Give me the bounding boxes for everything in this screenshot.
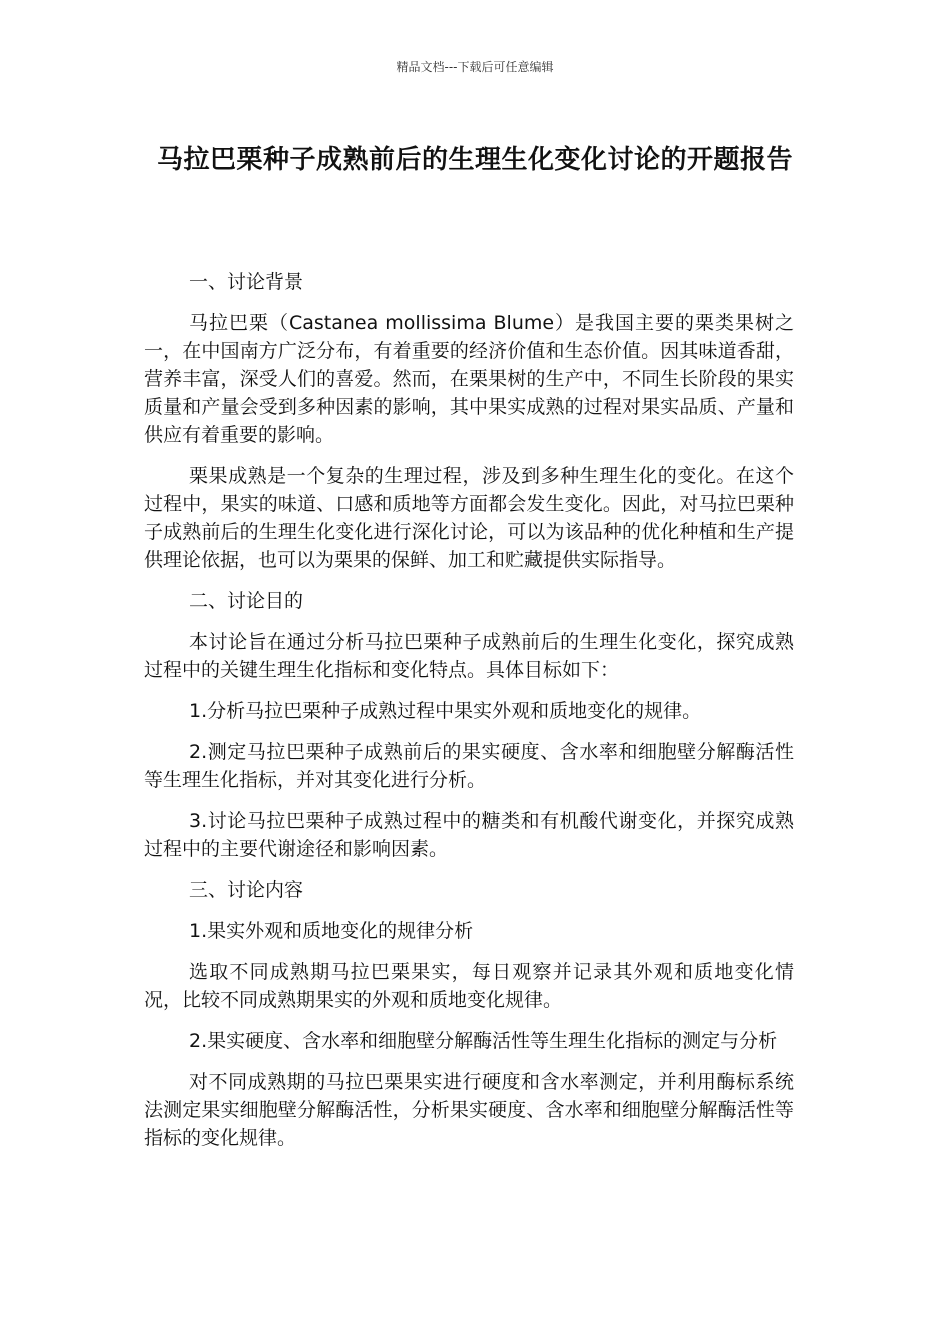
paragraph-background-2: 栗果成熟是一个复杂的生理过程，涉及到多种生理生化的变化。在这个过程中，果实的味道、口感和质地等方面都会发生变化。因此，对马拉巴栗种子成熟前后的生理生化变化进行深化讨论，可以为该品种的优化种植和生产提供理论依据，也可以为栗果的保鲜、加工和贮藏提供实际指导。	[144, 465, 794, 571]
objective-item-2: 2.测定马拉巴栗种子成熟前后的果实硬度、含水率和细胞壁分解酶活性等生理生化指标，并对其变化进行分析。	[144, 741, 794, 791]
objective-item-1: 1.分析马拉巴栗种子成熟过程中果实外观和质地变化的规律。	[189, 700, 702, 722]
objective-item-3: 3.讨论马拉巴栗种子成熟过程中的糖类和有机酸代谢变化，并探究成熟过程中的主要代谢途径和影响因素。	[144, 810, 794, 860]
document-body	[144, 268, 794, 1165]
section-heading-objectives: 二、讨论目的	[189, 590, 304, 612]
section-heading-content: 三、讨论内容	[189, 879, 304, 901]
header-note: 精品文档---下载后可任意编辑	[396, 60, 554, 74]
content-paragraph-2: 对不同成熟期的马拉巴栗果实进行硬度和含水率测定，并利用酶标系统法测定果实细胞壁分解酶活性，分析果实硬度、含水率和细胞壁分解酶活性等指标的变化规律。	[144, 1071, 794, 1149]
paragraph-background-1: 马拉巴栗（Castanea mollissima Blume）是我国主要的栗类果树之一，在中国南方广泛分布，有着重要的经济价值和生态价值。因其味道香甜，营养丰富，深受人们的喜爱。然而，在栗果树的生产中，不同生长阶段的果实质量和产量会受到多种因素的影响，其中果实成熟的过程对果实品质、产量和供应有着重要的影响。	[144, 312, 794, 446]
content-subheading-1: 1.果实外观和质地变化的规律分析	[189, 920, 474, 942]
paragraph-objectives-intro: 本讨论旨在通过分析马拉巴栗种子成熟前后的生理生化变化，探究成熟过程中的关键生理生化指标和变化特点。具体目标如下：	[144, 631, 794, 681]
document-title: 马拉巴栗种子成熟前后的生理生化变化讨论的开题报告	[156, 145, 793, 175]
content-subheading-2: 2.果实硬度、含水率和细胞壁分解酶活性等生理生化指标的测定与分析	[189, 1030, 778, 1052]
section-heading-background: 一、讨论背景	[189, 271, 304, 293]
content-paragraph-1: 选取不同成熟期马拉巴栗果实，每日观察并记录其外观和质地变化情况，比较不同成熟期果实的外观和质地变化规律。	[144, 961, 794, 1011]
